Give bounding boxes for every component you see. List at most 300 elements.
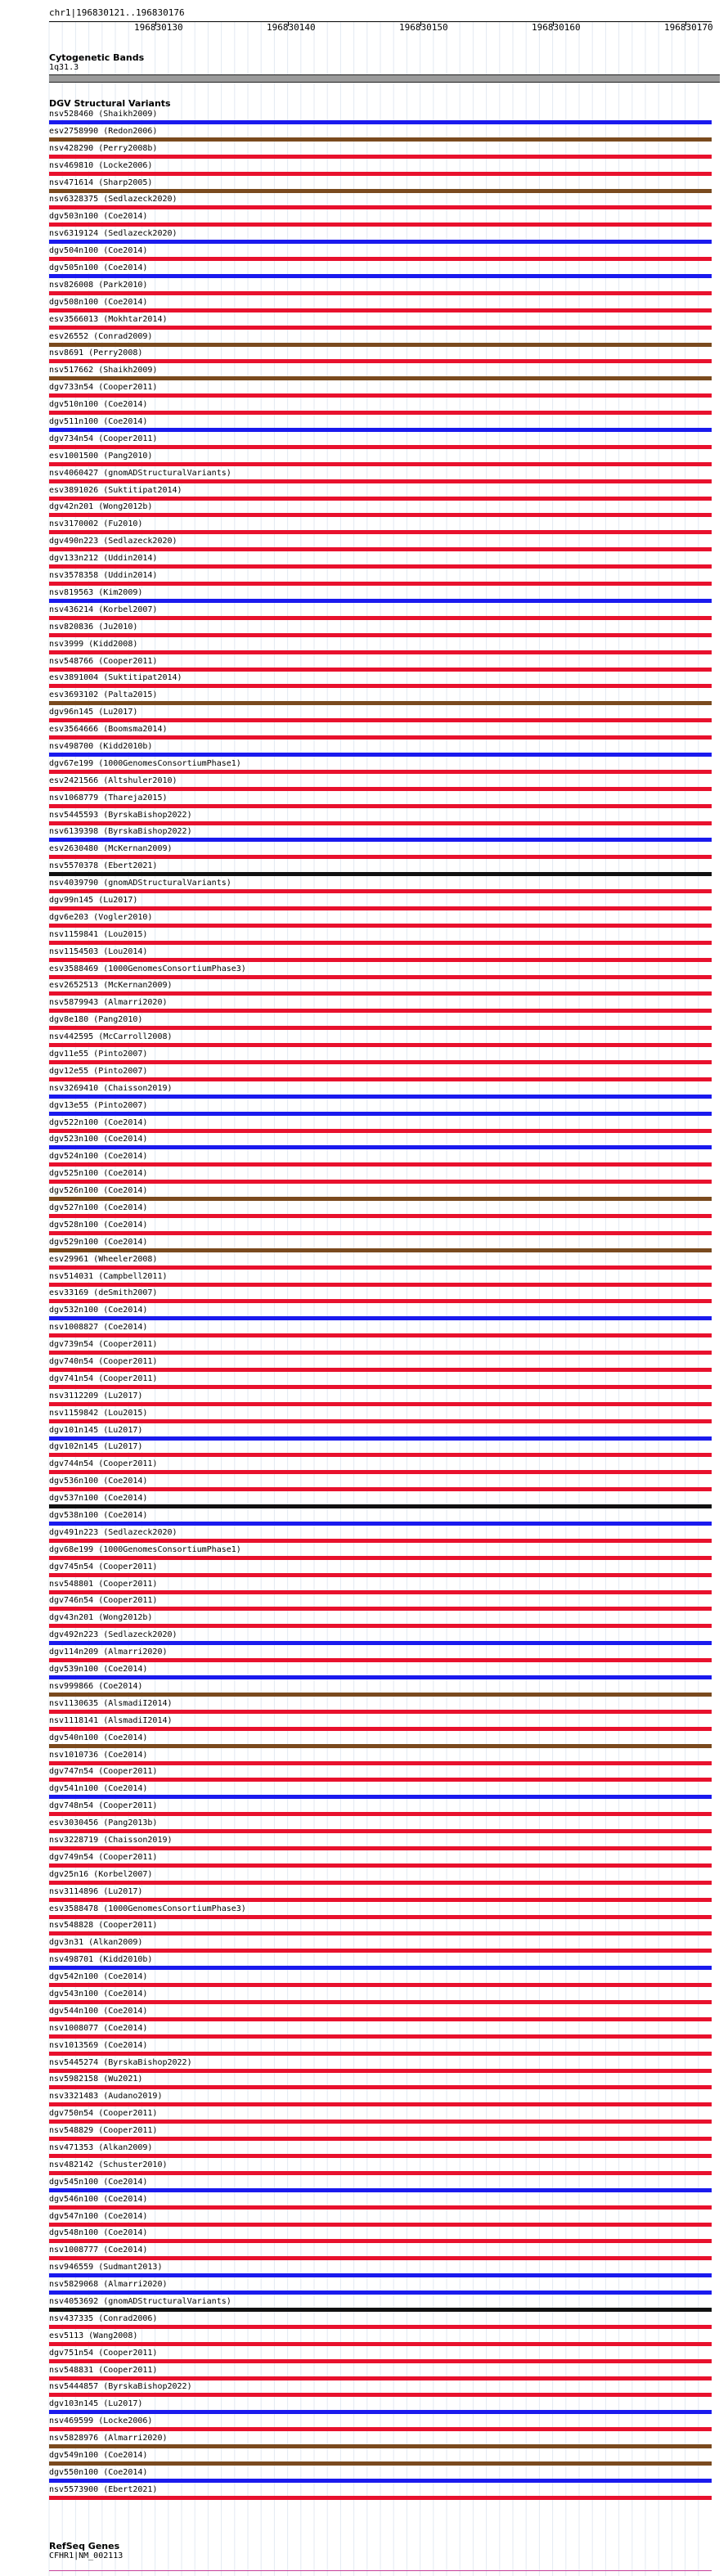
sv-row[interactable] bbox=[49, 1527, 720, 1544]
sv-row[interactable] bbox=[49, 178, 720, 195]
sv-row[interactable] bbox=[49, 1681, 720, 1698]
sv-bar[interactable] bbox=[49, 1556, 712, 1560]
sv-bar[interactable] bbox=[49, 1727, 712, 1731]
sv-row[interactable] bbox=[49, 1766, 720, 1783]
sv-label[interactable]: dgv532n100 (Coe2014) bbox=[49, 1306, 148, 1315]
sv-row[interactable] bbox=[49, 1066, 720, 1083]
sv-row[interactable] bbox=[49, 2381, 720, 2398]
sv-label[interactable]: dgv3n31 (Alkan2009) bbox=[49, 1938, 143, 1948]
sv-row[interactable] bbox=[49, 758, 720, 775]
sv-row[interactable] bbox=[49, 553, 720, 570]
sv-row[interactable] bbox=[49, 1339, 720, 1356]
sv-row[interactable] bbox=[49, 2484, 720, 2502]
sv-row[interactable] bbox=[49, 1920, 720, 1937]
sv-row[interactable] bbox=[49, 228, 720, 245]
sv-bar[interactable] bbox=[49, 1675, 712, 1679]
sv-label[interactable]: dgv545n100 (Coe2014) bbox=[49, 2177, 148, 2187]
sv-label[interactable]: esv5113 (Wang2008) bbox=[49, 2331, 138, 2340]
sv-label[interactable]: dgv526n100 (Coe2014) bbox=[49, 1186, 148, 1196]
sv-bar[interactable] bbox=[49, 547, 712, 551]
sv-bar[interactable] bbox=[49, 787, 712, 791]
sv-label[interactable]: nsv4053692 (gnomADStructuralVariants) bbox=[49, 2297, 231, 2306]
sv-bar[interactable] bbox=[49, 445, 712, 449]
sv-label[interactable]: nsv1159842 (Lou2015) bbox=[49, 1408, 148, 1418]
sv-row[interactable] bbox=[49, 964, 720, 981]
sv-bar[interactable] bbox=[49, 1539, 712, 1543]
sv-label[interactable]: dgv548n100 (Coe2014) bbox=[49, 2228, 148, 2238]
sv-bar[interactable] bbox=[49, 2359, 712, 2363]
sv-label[interactable]: dgv549n100 (Coe2014) bbox=[49, 2451, 148, 2461]
sv-bar[interactable] bbox=[49, 137, 712, 142]
sv-row[interactable] bbox=[49, 2433, 720, 2450]
sv-bar[interactable] bbox=[49, 2085, 712, 2089]
sv-label[interactable]: esv3566013 (Mokhtar2014) bbox=[49, 314, 168, 324]
sv-label[interactable]: esv2758990 (Redon2006) bbox=[49, 126, 158, 136]
sv-row[interactable] bbox=[49, 1937, 720, 1954]
sv-bar[interactable] bbox=[49, 1744, 712, 1748]
sv-bar[interactable] bbox=[49, 684, 712, 688]
sv-label[interactable]: esv2652513 (McKernan2009) bbox=[49, 981, 173, 991]
sv-row[interactable] bbox=[49, 1630, 720, 1647]
sv-row[interactable] bbox=[49, 2398, 720, 2416]
sv-bar[interactable] bbox=[49, 2034, 712, 2039]
sv-label[interactable]: nsv1013569 (Coe2014) bbox=[49, 2040, 148, 2050]
sv-bar[interactable] bbox=[49, 906, 712, 910]
sv-bar[interactable] bbox=[49, 2239, 712, 2243]
sv-bar[interactable] bbox=[49, 2102, 712, 2106]
sv-bar[interactable] bbox=[49, 1402, 712, 1406]
sv-label[interactable]: dgv503n100 (Coe2014) bbox=[49, 212, 148, 222]
sv-label[interactable]: nsv469599 (Locke2006) bbox=[49, 2416, 153, 2426]
sv-row[interactable] bbox=[49, 741, 720, 758]
sv-label[interactable]: dgv114n209 (Almarri2020) bbox=[49, 1648, 168, 1657]
sv-label[interactable]: dgv740n54 (Cooper2011) bbox=[49, 1357, 158, 1367]
sv-label[interactable]: dgv536n100 (Coe2014) bbox=[49, 1477, 148, 1486]
sv-row[interactable] bbox=[49, 399, 720, 416]
sv-row[interactable] bbox=[49, 1203, 720, 1220]
sv-label[interactable]: dgv751n54 (Cooper2011) bbox=[49, 2348, 158, 2358]
sv-row[interactable] bbox=[49, 1801, 720, 1818]
sv-row[interactable] bbox=[49, 2245, 720, 2262]
sv-bar[interactable] bbox=[49, 1898, 712, 1902]
sv-row[interactable] bbox=[49, 1254, 720, 1271]
sv-label[interactable]: nsv3114896 (Lu2017) bbox=[49, 1886, 143, 1896]
sv-bar[interactable] bbox=[49, 1095, 712, 1099]
sv-label[interactable]: nsv6139398 (ByrskaBishop2022) bbox=[49, 827, 192, 837]
sv-row[interactable] bbox=[49, 2279, 720, 2296]
sv-row[interactable] bbox=[49, 1579, 720, 1596]
sv-row[interactable] bbox=[49, 1647, 720, 1664]
sv-bar[interactable] bbox=[49, 1129, 712, 1133]
sv-bar[interactable] bbox=[49, 1283, 712, 1287]
sv-row[interactable] bbox=[49, 1852, 720, 1869]
sv-bar[interactable] bbox=[49, 1248, 712, 1252]
sv-row[interactable] bbox=[49, 416, 720, 434]
sv-label[interactable]: nsv5879943 (Almarri2020) bbox=[49, 998, 168, 1008]
sv-row[interactable] bbox=[49, 1510, 720, 1527]
sv-label[interactable]: dgv508n100 (Coe2014) bbox=[49, 297, 148, 307]
sv-bar[interactable] bbox=[49, 1436, 712, 1441]
sv-label[interactable]: nsv820836 (Ju2010) bbox=[49, 622, 138, 632]
sv-bar[interactable] bbox=[49, 582, 712, 586]
sv-bar[interactable] bbox=[49, 1812, 712, 1816]
sv-row[interactable] bbox=[49, 1083, 720, 1100]
sv-bar[interactable] bbox=[49, 1043, 712, 1047]
sv-label[interactable]: nsv548829 (Cooper2011) bbox=[49, 2126, 158, 2136]
sv-bar[interactable] bbox=[49, 189, 712, 193]
sv-row[interactable] bbox=[49, 656, 720, 673]
sv-label[interactable]: esv3588469 (1000GenomesConsortiumPhase3) bbox=[49, 964, 246, 973]
sv-label[interactable]: esv33169 (deSmith2007) bbox=[49, 1288, 158, 1298]
sv-label[interactable]: nsv498700 (Kidd2010b) bbox=[49, 741, 153, 751]
sv-bar[interactable] bbox=[49, 2479, 712, 2483]
sv-label[interactable]: nsv1008777 (Coe2014) bbox=[49, 2246, 148, 2255]
sv-bar[interactable] bbox=[49, 155, 712, 159]
sv-row[interactable] bbox=[49, 1904, 720, 1921]
sv-bar[interactable] bbox=[49, 1112, 712, 1116]
sv-bar[interactable] bbox=[49, 1487, 712, 1491]
sv-bar[interactable] bbox=[49, 1693, 712, 1697]
sv-row[interactable] bbox=[49, 1373, 720, 1391]
sv-row[interactable] bbox=[49, 434, 720, 451]
sv-bar[interactable] bbox=[49, 855, 712, 859]
sv-bar[interactable] bbox=[49, 376, 712, 380]
sv-label[interactable]: dgv539n100 (Coe2014) bbox=[49, 1665, 148, 1675]
sv-bar[interactable] bbox=[49, 735, 712, 740]
sv-label[interactable]: nsv1154503 (Lou2014) bbox=[49, 946, 148, 956]
sv-label[interactable]: dgv528n100 (Coe2014) bbox=[49, 1220, 148, 1230]
sv-bar[interactable] bbox=[49, 2376, 712, 2380]
sv-row[interactable] bbox=[49, 1032, 720, 1049]
sv-row[interactable] bbox=[49, 1151, 720, 1168]
sv-row[interactable] bbox=[49, 160, 720, 178]
sv-row[interactable] bbox=[49, 1476, 720, 1493]
sv-bar[interactable] bbox=[49, 2069, 712, 2073]
sv-row[interactable] bbox=[49, 365, 720, 382]
sv-bar[interactable] bbox=[49, 1863, 712, 1868]
sv-bar[interactable] bbox=[49, 2325, 712, 2329]
sv-row[interactable] bbox=[49, 1425, 720, 1442]
sv-bar[interactable] bbox=[49, 1761, 712, 1765]
sv-bar[interactable] bbox=[49, 2461, 712, 2466]
sv-bar[interactable] bbox=[49, 2223, 712, 2227]
sv-row[interactable] bbox=[49, 2313, 720, 2331]
sv-bar[interactable] bbox=[49, 1915, 712, 1919]
sv-bar[interactable] bbox=[49, 650, 712, 654]
sv-label[interactable]: nsv5573900 (Ebert2021) bbox=[49, 2484, 158, 2494]
sv-label[interactable]: nsv5445274 (ByrskaBishop2022) bbox=[49, 2057, 192, 2067]
sv-bar[interactable] bbox=[49, 1266, 712, 1270]
sv-row[interactable] bbox=[49, 2023, 720, 2040]
sv-bar[interactable] bbox=[49, 1316, 712, 1320]
sv-row[interactable] bbox=[49, 2296, 720, 2313]
sv-label[interactable]: nsv548801 (Cooper2011) bbox=[49, 1579, 158, 1589]
sv-bar[interactable] bbox=[49, 223, 712, 227]
sv-bar[interactable] bbox=[49, 411, 712, 415]
sv-label[interactable]: dgv523n100 (Coe2014) bbox=[49, 1135, 148, 1144]
sv-row[interactable] bbox=[49, 929, 720, 946]
sv-bar[interactable] bbox=[49, 564, 712, 569]
sv-bar[interactable] bbox=[49, 2273, 712, 2277]
sv-bar[interactable] bbox=[49, 889, 712, 893]
sv-row[interactable] bbox=[49, 1356, 720, 1373]
sv-bar[interactable] bbox=[49, 240, 712, 244]
sv-bar[interactable] bbox=[49, 1931, 712, 1935]
sv-label[interactable]: dgv102n145 (Lu2017) bbox=[49, 1442, 143, 1452]
sv-label[interactable]: nsv6319124 (Sedlazeck2020) bbox=[49, 229, 178, 239]
sv-label[interactable]: esv2421566 (Altshuler2010) bbox=[49, 775, 178, 785]
sv-bar[interactable] bbox=[49, 274, 712, 278]
sv-label[interactable]: nsv517662 (Shaikh2009) bbox=[49, 366, 158, 375]
sv-row[interactable] bbox=[49, 2074, 720, 2091]
sv-row[interactable] bbox=[49, 826, 720, 843]
sv-row[interactable] bbox=[49, 263, 720, 280]
sv-label[interactable]: dgv68e199 (1000GenomesConsortiumPhase1) bbox=[49, 1544, 241, 1554]
sv-label[interactable]: dgv510n100 (Coe2014) bbox=[49, 400, 148, 410]
sv-bar[interactable] bbox=[49, 991, 712, 996]
sv-row[interactable] bbox=[49, 1664, 720, 1681]
sv-row[interactable] bbox=[49, 1595, 720, 1612]
sv-label[interactable]: dgv537n100 (Coe2014) bbox=[49, 1494, 148, 1504]
sv-row[interactable] bbox=[49, 143, 720, 160]
sv-row[interactable] bbox=[49, 570, 720, 587]
sv-label[interactable]: nsv8691 (Perry2008) bbox=[49, 348, 143, 358]
sv-bar[interactable] bbox=[49, 1470, 712, 1474]
sv-bar[interactable] bbox=[49, 428, 712, 432]
cytogenetic-band[interactable] bbox=[49, 74, 720, 83]
sv-label[interactable]: nsv1130635 (AlsmadiI2014) bbox=[49, 1698, 173, 1708]
sv-bar[interactable] bbox=[49, 1658, 712, 1662]
sv-bar[interactable] bbox=[49, 359, 712, 363]
sv-row[interactable] bbox=[49, 980, 720, 997]
sv-row[interactable] bbox=[49, 1305, 720, 1322]
sv-bar[interactable] bbox=[49, 2205, 712, 2210]
sv-label[interactable]: esv3564666 (Boomsma2014) bbox=[49, 725, 168, 735]
sv-label[interactable]: nsv1068779 (Thareja2015) bbox=[49, 793, 168, 802]
sv-bar[interactable] bbox=[49, 497, 712, 501]
sv-row[interactable] bbox=[49, 331, 720, 348]
sv-label[interactable]: esv29961 (Wheeler2008) bbox=[49, 1254, 158, 1264]
sv-label[interactable]: nsv5444857 (ByrskaBishop2022) bbox=[49, 2382, 192, 2392]
sv-row[interactable] bbox=[49, 1049, 720, 1066]
sv-label[interactable]: dgv133n212 (Uddin2014) bbox=[49, 554, 158, 564]
sv-row[interactable] bbox=[49, 1220, 720, 1237]
sv-row[interactable] bbox=[49, 912, 720, 929]
sv-label[interactable]: dgv8e180 (Pang2010) bbox=[49, 1015, 143, 1025]
sv-row[interactable] bbox=[49, 536, 720, 553]
sv-bar[interactable] bbox=[49, 668, 712, 672]
sv-row[interactable] bbox=[49, 2177, 720, 2194]
sv-row[interactable] bbox=[49, 1733, 720, 1750]
sv-label[interactable]: esv26552 (Conrad2009) bbox=[49, 331, 153, 341]
sv-label[interactable]: esv3891026 (Suktitipat2014) bbox=[49, 485, 182, 495]
sv-bar[interactable] bbox=[49, 1214, 712, 1218]
sv-row[interactable] bbox=[49, 1818, 720, 1835]
sv-bar[interactable] bbox=[49, 343, 712, 347]
sv-row[interactable] bbox=[49, 501, 720, 519]
sv-bar[interactable] bbox=[49, 804, 712, 808]
sv-bar[interactable] bbox=[49, 599, 712, 603]
sv-bar[interactable] bbox=[49, 1162, 712, 1167]
sv-bar[interactable] bbox=[49, 616, 712, 620]
sv-bar[interactable] bbox=[49, 1846, 712, 1850]
sv-row[interactable] bbox=[49, 1168, 720, 1185]
sv-label[interactable]: nsv442595 (McCarroll2008) bbox=[49, 1032, 173, 1042]
sv-row[interactable] bbox=[49, 2108, 720, 2125]
sv-label[interactable]: nsv1159841 (Lou2015) bbox=[49, 929, 148, 939]
sv-label[interactable]: nsv4060427 (gnomADStructuralVariants) bbox=[49, 468, 231, 478]
sv-row[interactable] bbox=[49, 1288, 720, 1305]
sv-bar[interactable] bbox=[49, 2256, 712, 2260]
sv-row[interactable] bbox=[49, 1134, 720, 1151]
sv-row[interactable] bbox=[49, 861, 720, 878]
sv-row[interactable] bbox=[49, 1322, 720, 1339]
sv-bar[interactable] bbox=[49, 1453, 712, 1457]
sv-label[interactable]: dgv739n54 (Cooper2011) bbox=[49, 1340, 158, 1350]
sv-bar[interactable] bbox=[49, 924, 712, 928]
sv-bar[interactable] bbox=[49, 2052, 712, 2056]
sv-label[interactable]: dgv101n145 (Lu2017) bbox=[49, 1425, 143, 1435]
sv-row[interactable] bbox=[49, 997, 720, 1014]
sv-label[interactable]: nsv471614 (Sharp2005) bbox=[49, 178, 153, 187]
sv-label[interactable]: nsv3321483 (Audano2019) bbox=[49, 2092, 163, 2102]
sv-label[interactable]: dgv490n223 (Sedlazeck2020) bbox=[49, 537, 178, 546]
sv-bar[interactable] bbox=[49, 1522, 712, 1526]
sv-bar[interactable] bbox=[49, 2017, 712, 2021]
sv-label[interactable]: dgv42n201 (Wong2012b) bbox=[49, 502, 153, 512]
sv-row[interactable] bbox=[49, 1715, 720, 1733]
sv-label[interactable]: dgv103n145 (Lu2017) bbox=[49, 2399, 143, 2409]
sv-label[interactable]: nsv4039790 (gnomADStructuralVariants) bbox=[49, 879, 231, 888]
sv-label[interactable]: dgv522n100 (Coe2014) bbox=[49, 1117, 148, 1127]
sv-bar[interactable] bbox=[49, 462, 712, 466]
sv-label[interactable]: esv1001500 (Pang2010) bbox=[49, 451, 153, 461]
sv-bar[interactable] bbox=[49, 718, 712, 722]
sv-bar[interactable] bbox=[49, 172, 712, 176]
sv-label[interactable]: nsv498701 (Kidd2010b) bbox=[49, 1955, 153, 1965]
sv-label[interactable]: dgv542n100 (Coe2014) bbox=[49, 1972, 148, 1982]
sv-row[interactable] bbox=[49, 2006, 720, 2023]
sv-bar[interactable] bbox=[49, 1983, 712, 1987]
sv-bar[interactable] bbox=[49, 633, 712, 637]
sv-row[interactable] bbox=[49, 639, 720, 656]
sv-label[interactable]: dgv25n16 (Korbel2007) bbox=[49, 1869, 153, 1879]
sv-row[interactable] bbox=[49, 1185, 720, 1203]
sv-bar[interactable] bbox=[49, 326, 712, 330]
sv-label[interactable]: esv3891004 (Suktitipat2014) bbox=[49, 673, 182, 683]
sv-bar[interactable] bbox=[49, 872, 712, 876]
sv-label[interactable]: esv3588478 (1000GenomesConsortiumPhase3) bbox=[49, 1904, 246, 1913]
sv-label[interactable]: nsv1010736 (Coe2014) bbox=[49, 1750, 148, 1760]
sv-label[interactable]: dgv13e55 (Pinto2007) bbox=[49, 1100, 148, 1110]
sv-row[interactable] bbox=[49, 2142, 720, 2160]
sv-row[interactable] bbox=[49, 707, 720, 724]
sv-row[interactable] bbox=[49, 1271, 720, 1288]
sv-bar[interactable] bbox=[49, 1368, 712, 1372]
sv-label[interactable]: nsv1008827 (Coe2014) bbox=[49, 1323, 148, 1333]
sv-label[interactable]: dgv745n54 (Cooper2011) bbox=[49, 1562, 158, 1571]
sv-bar[interactable] bbox=[49, 1966, 712, 1970]
sv-bar[interactable] bbox=[49, 1009, 712, 1013]
sv-label[interactable]: nsv5982158 (Wu2021) bbox=[49, 2075, 143, 2084]
sv-row[interactable] bbox=[49, 1544, 720, 1562]
sv-bar[interactable] bbox=[49, 1145, 712, 1149]
sv-label[interactable]: nsv514031 (Campbell2011) bbox=[49, 1271, 168, 1281]
sv-row[interactable] bbox=[49, 1117, 720, 1135]
sv-label[interactable]: dgv505n100 (Coe2014) bbox=[49, 263, 148, 273]
sv-label[interactable]: dgv99n145 (Lu2017) bbox=[49, 895, 138, 905]
sv-row[interactable] bbox=[49, 2228, 720, 2245]
sv-bar[interactable] bbox=[49, 530, 712, 534]
sv-label[interactable]: dgv741n54 (Cooper2011) bbox=[49, 1373, 158, 1383]
sv-bar[interactable] bbox=[49, 1299, 712, 1303]
sv-label[interactable]: dgv734n54 (Cooper2011) bbox=[49, 434, 158, 443]
sv-label[interactable]: dgv96n145 (Lu2017) bbox=[49, 708, 138, 717]
sv-label[interactable]: dgv504n100 (Coe2014) bbox=[49, 246, 148, 256]
sv-bar[interactable] bbox=[49, 2120, 712, 2124]
sv-row[interactable] bbox=[49, 2416, 720, 2433]
sv-row[interactable] bbox=[49, 194, 720, 211]
sv-row[interactable] bbox=[49, 1886, 720, 1904]
sv-label[interactable]: dgv511n100 (Coe2014) bbox=[49, 417, 148, 427]
sv-label[interactable]: esv2630480 (McKernan2009) bbox=[49, 844, 173, 854]
sv-label[interactable]: dgv550n100 (Coe2014) bbox=[49, 2467, 148, 2477]
sv-label[interactable]: dgv527n100 (Coe2014) bbox=[49, 1203, 148, 1212]
sv-label[interactable]: nsv528460 (Shaikh2009) bbox=[49, 110, 158, 119]
sv-label[interactable]: dgv11e55 (Pinto2007) bbox=[49, 1049, 148, 1059]
sv-label[interactable]: nsv548766 (Cooper2011) bbox=[49, 656, 158, 666]
sv-row[interactable] bbox=[49, 280, 720, 297]
sv-row[interactable] bbox=[49, 1835, 720, 1852]
sv-label[interactable]: nsv5828976 (Almarri2020) bbox=[49, 2434, 168, 2443]
sv-bar[interactable] bbox=[49, 1795, 712, 1799]
sv-bar[interactable] bbox=[49, 1333, 712, 1337]
refseq-gene-label[interactable]: CFHR1|NM_002113 bbox=[49, 2551, 124, 2560]
sv-row[interactable] bbox=[49, 519, 720, 536]
sv-row[interactable] bbox=[49, 672, 720, 690]
sv-row[interactable] bbox=[49, 2211, 720, 2228]
sv-row[interactable] bbox=[49, 1441, 720, 1459]
sv-label[interactable]: nsv819563 (Kim2009) bbox=[49, 587, 143, 597]
sv-row[interactable] bbox=[49, 793, 720, 810]
sv-row[interactable] bbox=[49, 1459, 720, 1476]
sv-label[interactable]: nsv3228719 (Chaisson2019) bbox=[49, 1835, 173, 1845]
sv-row[interactable] bbox=[49, 1391, 720, 1408]
sv-bar[interactable] bbox=[49, 308, 712, 312]
sv-bar[interactable] bbox=[49, 2154, 712, 2158]
sv-row[interactable] bbox=[49, 382, 720, 399]
sv-bar[interactable] bbox=[49, 1624, 712, 1628]
sv-label[interactable]: dgv541n100 (Coe2014) bbox=[49, 1784, 148, 1794]
sv-row[interactable] bbox=[49, 605, 720, 622]
sv-row[interactable] bbox=[49, 2348, 720, 2365]
sv-label[interactable]: nsv5445593 (ByrskaBishop2022) bbox=[49, 810, 192, 820]
sv-label[interactable]: dgv547n100 (Coe2014) bbox=[49, 2211, 148, 2221]
sv-row[interactable] bbox=[49, 2125, 720, 2142]
sv-bar[interactable] bbox=[49, 2188, 712, 2192]
sv-label[interactable]: dgv67e199 (1000GenomesConsortiumPhase1) bbox=[49, 758, 241, 768]
sv-row[interactable] bbox=[49, 775, 720, 793]
sv-label[interactable]: nsv471353 (Alkan2009) bbox=[49, 2142, 153, 2152]
sv-label[interactable]: dgv491n223 (Sedlazeck2020) bbox=[49, 1527, 178, 1537]
sv-label[interactable]: nsv3170002 (Fu2010) bbox=[49, 519, 143, 529]
sv-bar[interactable] bbox=[49, 479, 712, 483]
sv-bar[interactable] bbox=[49, 393, 712, 398]
sv-bar[interactable] bbox=[49, 753, 712, 757]
sv-row[interactable] bbox=[49, 1783, 720, 1801]
sv-bar[interactable] bbox=[49, 2308, 712, 2312]
sv-row[interactable] bbox=[49, 587, 720, 605]
